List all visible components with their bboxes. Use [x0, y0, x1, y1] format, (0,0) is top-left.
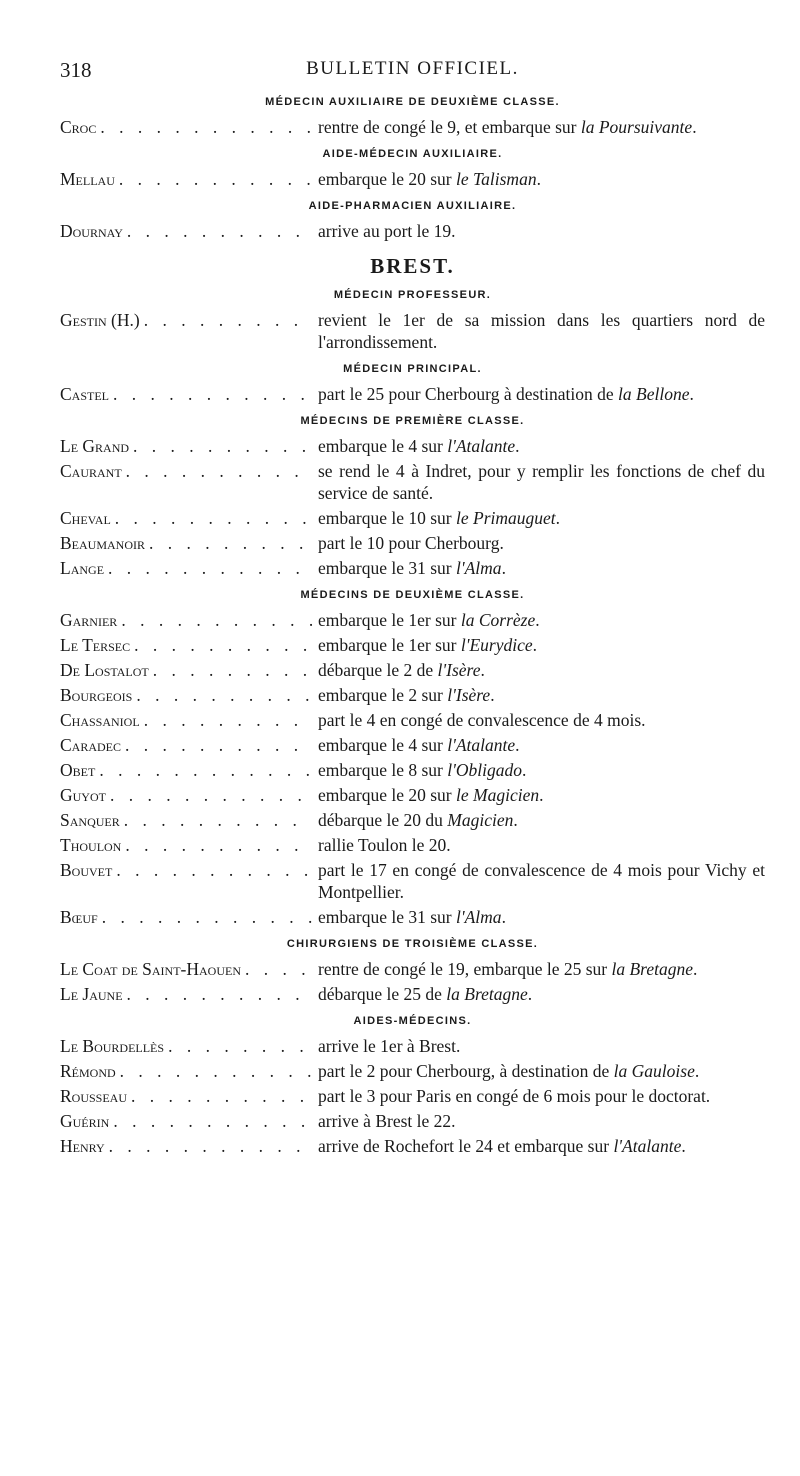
- leader-dots: [123, 220, 312, 242]
- ship-name: le Talisman: [456, 169, 537, 189]
- leader-dots: [123, 983, 312, 1005]
- person-name: Caradec: [60, 735, 122, 755]
- entry-text: [312, 634, 765, 656]
- person-name: Dournay: [60, 221, 123, 241]
- entry-name-cell: [60, 784, 312, 806]
- leader-dots: [130, 634, 312, 656]
- entry-name-cell: [60, 435, 312, 457]
- person-name: Le Tersec: [60, 635, 131, 655]
- ship-name: la Bretagne: [611, 959, 693, 979]
- entry-punctuation: .: [555, 508, 561, 528]
- entry-text: [312, 1085, 765, 1107]
- entry-text: [312, 609, 765, 631]
- entry-name-cell: [60, 634, 312, 656]
- list-item: [60, 557, 765, 579]
- entry-description: arrive au port le 19.: [318, 221, 456, 241]
- list-item: [60, 383, 765, 405]
- person-name: Cheval: [60, 508, 111, 528]
- entry-name-cell: [60, 983, 312, 1005]
- person-name: Sanquer: [60, 810, 120, 830]
- leader-dots: [149, 659, 312, 681]
- entry-description: embarque le 31 sur: [318, 907, 457, 927]
- entry-punctuation: .: [535, 610, 540, 630]
- entry-name-cell: [60, 383, 312, 405]
- entry-name-cell: [60, 809, 312, 831]
- leader-dots: [241, 958, 312, 980]
- leader-dots: [109, 1110, 312, 1132]
- entry-description: embarque le 4 sur: [318, 436, 448, 456]
- entry-name-cell: [60, 1060, 312, 1082]
- entry-punctuation: .: [689, 384, 694, 404]
- entry-text: [312, 906, 765, 928]
- leader-dots: [164, 1035, 312, 1057]
- ship-name: l'Eurydice: [460, 635, 533, 655]
- ship-name: la Gauloise: [613, 1061, 695, 1081]
- list-item: [60, 809, 765, 831]
- section-title: MÉDECINS DE DEUXIÈME CLASSE.: [300, 589, 525, 601]
- entry-punctuation: .: [501, 907, 506, 927]
- entry-description: embarque le 10 sur: [318, 508, 457, 528]
- list-item: [60, 659, 765, 681]
- entry-text: [312, 809, 765, 831]
- entry-description: part le 17 en congé de convalescence de 4 mois pour Vichy et Montpellier.: [318, 860, 765, 902]
- section-title: MÉDECIN AUXILIAIRE DE DEUXIÈME CLASSE.: [265, 96, 560, 108]
- person-name: Thoulon: [60, 835, 122, 855]
- entry-description: embarque le 20 sur: [318, 785, 457, 805]
- ship-name: l'Obligado: [447, 760, 522, 780]
- entry-name-cell: [60, 709, 312, 731]
- entry-description: rentre de congé le 19, embarque le 25 sur: [318, 959, 612, 979]
- entry-punctuation: .: [539, 785, 544, 805]
- list-item: [60, 116, 765, 138]
- list-item: [60, 859, 765, 903]
- leader-dots: [106, 784, 312, 806]
- ship-name: l'Alma: [456, 907, 502, 927]
- list-item: [60, 709, 765, 731]
- list-item: [60, 507, 765, 529]
- entry-description: rallie Toulon le 20.: [318, 835, 451, 855]
- entry-name-cell: [60, 116, 312, 138]
- entry-description: arrive de Rochefort le 24 et embarque sur: [318, 1136, 614, 1156]
- entry-text: [312, 1035, 765, 1057]
- ship-name: l'Atalante: [613, 1136, 682, 1156]
- ship-name: le Magicien: [456, 785, 540, 805]
- section-title: AIDES-MÉDECINS.: [353, 1015, 472, 1027]
- entry-punctuation: .: [694, 1061, 700, 1081]
- person-name: Bœuf: [60, 907, 98, 927]
- leader-dots: [115, 168, 312, 190]
- entry-text: [312, 734, 765, 756]
- leader-dots: [96, 116, 312, 138]
- entry-description: arrive le 1er à Brest.: [318, 1036, 461, 1056]
- entry-text: [312, 859, 765, 903]
- entry-text: [312, 958, 765, 980]
- person-name: Le Coat de Saint-Haouen: [60, 959, 241, 979]
- entry-text: [312, 1135, 765, 1157]
- entry-description: revient le 1er de sa mission dans les quartiers nord de l'arrondissement.: [318, 310, 765, 352]
- list-item: [60, 759, 765, 781]
- entry-punctuation: .: [513, 810, 518, 830]
- entry-text: [312, 709, 765, 731]
- person-name: Henry: [60, 1136, 105, 1156]
- entry-description: part le 4 en congé de convalescence de 4 mois.: [318, 710, 646, 730]
- section-title: MÉDECIN PRINCIPAL.: [343, 363, 482, 375]
- person-name: Chassaniol: [60, 710, 140, 730]
- entry-description: embarque le 20 sur: [318, 169, 457, 189]
- entry-punctuation: .: [515, 735, 520, 755]
- entry-text: [312, 309, 765, 353]
- list-item: [60, 435, 765, 457]
- entry-text: [312, 759, 765, 781]
- section-title: AIDE-PHARMACIEN AUXILIAIRE.: [308, 200, 517, 212]
- entry-name-cell: [60, 734, 312, 756]
- entry-text: [312, 557, 765, 579]
- section-title: MÉDECIN PROFESSEUR.: [333, 289, 492, 301]
- person-name: Le Bourdellès: [60, 1036, 165, 1056]
- entry-text: [312, 168, 765, 190]
- leader-dots: [145, 532, 312, 554]
- leader-dots: [116, 1060, 312, 1082]
- person-name: Beaumanoir: [60, 533, 146, 553]
- running-title: BULLETIN OFFICIEL.: [306, 58, 519, 79]
- list-item: [60, 168, 765, 190]
- leader-dots: [117, 609, 312, 631]
- list-item: [60, 609, 765, 631]
- entry-text: [312, 1110, 765, 1132]
- entry-name-cell: [60, 507, 312, 529]
- entry-description: part le 25 pour Cherbourg à destination de: [318, 384, 619, 404]
- leader-dots: [111, 507, 312, 529]
- section-title: AIDE-MÉDECIN AUXILIAIRE.: [322, 148, 503, 160]
- entry-description: embarque le 8 sur: [318, 760, 448, 780]
- person-name: Garnier: [60, 610, 118, 630]
- person-name: Bourgeois: [60, 685, 133, 705]
- person-name: Caurant: [60, 461, 122, 481]
- person-name: Croc: [60, 117, 97, 137]
- entry-text: [312, 507, 765, 529]
- entry-description: se rend le 4 à Indret, pour y remplir les fonctions de chef du service de santé.: [318, 461, 765, 503]
- bulletin-content: [60, 96, 765, 1157]
- entry-text: [312, 460, 765, 504]
- leader-dots: [109, 383, 312, 405]
- leader-dots: [122, 460, 312, 482]
- list-item: [60, 983, 765, 1005]
- entry-name-cell: [60, 659, 312, 681]
- entry-description: part le 10 pour Cherbourg.: [318, 533, 504, 553]
- list-item: [60, 1060, 765, 1082]
- city-heading: BREST.: [370, 254, 455, 278]
- entry-description: rentre de congé le 9, et embarque sur: [318, 117, 581, 137]
- entry-text: [312, 784, 765, 806]
- entry-name-cell: [60, 906, 312, 928]
- entry-text: [312, 834, 765, 856]
- leader-dots: [104, 557, 312, 579]
- page-header: [60, 52, 765, 86]
- ship-name: l'Atalante: [447, 436, 516, 456]
- list-item: [60, 734, 765, 756]
- ship-name: l'Alma: [456, 558, 502, 578]
- leader-dots: [132, 684, 312, 706]
- entry-punctuation: .: [527, 984, 533, 1004]
- leader-dots: [98, 906, 312, 928]
- person-name: Rémond: [60, 1061, 116, 1081]
- section-title: MÉDECINS DE PREMIÈRE CLASSE.: [300, 415, 525, 427]
- entry-description: embarque le 31 sur: [318, 558, 457, 578]
- entry-punctuation: .: [536, 169, 541, 189]
- leader-dots: [120, 809, 312, 831]
- list-item: [60, 784, 765, 806]
- entry-text: [312, 435, 765, 457]
- leader-dots: [112, 859, 312, 881]
- entry-text: [312, 532, 765, 554]
- list-item: [60, 532, 765, 554]
- list-item: [60, 1135, 765, 1157]
- entry-punctuation: .: [532, 635, 538, 655]
- entry-text: [312, 383, 765, 405]
- entry-text: [312, 659, 765, 681]
- leader-dots: [121, 834, 312, 856]
- entry-description: arrive à Brest le 22.: [318, 1111, 456, 1131]
- person-name: Lange: [60, 558, 105, 578]
- entry-punctuation: .: [515, 436, 520, 456]
- entry-description: embarque le 1er sur: [318, 635, 461, 655]
- person-name: Le Grand: [60, 436, 130, 456]
- entry-name-cell: [60, 1085, 312, 1107]
- entry-name-cell: [60, 532, 312, 554]
- entry-punctuation: .: [521, 760, 527, 780]
- person-name: Le Jaune: [60, 984, 123, 1004]
- list-item: [60, 1035, 765, 1057]
- list-item: [60, 684, 765, 706]
- person-name: Gestin (H.): [60, 310, 140, 330]
- ship-name: l'Isère: [437, 660, 481, 680]
- ship-name: l'Isère: [447, 685, 491, 705]
- ship-name: la Poursuivante: [580, 117, 693, 137]
- list-item: [60, 1085, 765, 1107]
- entry-description: embarque le 2 sur: [318, 685, 448, 705]
- entry-name-cell: [60, 1135, 312, 1157]
- leader-dots: [140, 309, 312, 331]
- list-item: [60, 958, 765, 980]
- ship-name: le Primauguet: [456, 508, 556, 528]
- list-item: [60, 309, 765, 353]
- leader-dots: [127, 1085, 312, 1107]
- entry-name-cell: [60, 1035, 312, 1057]
- leader-dots: [105, 1135, 312, 1157]
- entry-name-cell: [60, 557, 312, 579]
- list-item: [60, 1110, 765, 1132]
- person-name: Mellau: [60, 169, 115, 189]
- entry-name-cell: [60, 220, 312, 242]
- entry-description: part le 3 pour Paris en congé de 6 mois pour le doctorat.: [318, 1086, 711, 1106]
- entry-name-cell: [60, 309, 312, 331]
- list-item: [60, 460, 765, 504]
- entry-name-cell: [60, 460, 312, 482]
- ship-name: l'Atalante: [447, 735, 516, 755]
- person-name: Guérin: [60, 1111, 110, 1131]
- entry-punctuation: .: [692, 959, 698, 979]
- entry-description: embarque le 1er sur: [318, 610, 461, 630]
- entry-description: débarque le 2 de: [318, 660, 438, 680]
- entry-text: [312, 983, 765, 1005]
- leader-dots: [95, 759, 312, 781]
- leader-dots: [129, 435, 312, 457]
- entry-description: part le 2 pour Cherbourg, à destination de: [318, 1061, 614, 1081]
- entry-description: débarque le 20 du: [318, 810, 448, 830]
- person-name: Obet: [60, 760, 96, 780]
- person-name: Guyot: [60, 785, 106, 805]
- list-item: [60, 220, 765, 242]
- entry-text: [312, 116, 765, 138]
- person-name: Castel: [60, 384, 110, 404]
- section-title: CHIRURGIENS DE TROISIÈME CLASSE.: [286, 938, 539, 950]
- ship-name: la Corrèze: [460, 610, 536, 630]
- entry-name-cell: [60, 859, 312, 881]
- page-number: 318: [60, 58, 92, 82]
- entry-text: [312, 1060, 765, 1082]
- list-item: [60, 906, 765, 928]
- leader-dots: [140, 709, 312, 731]
- entry-punctuation: .: [681, 1136, 686, 1156]
- list-item: [60, 834, 765, 856]
- entry-text: [312, 220, 765, 242]
- entry-text: [312, 684, 765, 706]
- entry-name-cell: [60, 834, 312, 856]
- entry-description: embarque le 4 sur: [318, 735, 448, 755]
- entry-punctuation: .: [692, 117, 697, 137]
- entry-name-cell: [60, 759, 312, 781]
- entry-description: débarque le 25 de: [318, 984, 447, 1004]
- entry-name-cell: [60, 1110, 312, 1132]
- entry-name-cell: [60, 609, 312, 631]
- entry-name-cell: [60, 684, 312, 706]
- list-item: [60, 634, 765, 656]
- ship-name: Magicien: [447, 810, 514, 830]
- person-name: De Lostalot: [60, 660, 149, 680]
- ship-name: la Bretagne: [446, 984, 528, 1004]
- person-name: Rousseau: [60, 1086, 128, 1106]
- entry-punctuation: .: [501, 558, 506, 578]
- person-name: Bouvet: [60, 860, 113, 880]
- leader-dots: [121, 734, 312, 756]
- ship-name: la Bellone: [618, 384, 690, 404]
- entry-name-cell: [60, 168, 312, 190]
- entry-punctuation: .: [480, 660, 485, 680]
- page: [60, 52, 765, 1160]
- entry-name-cell: [60, 958, 312, 980]
- entry-punctuation: .: [490, 685, 495, 705]
